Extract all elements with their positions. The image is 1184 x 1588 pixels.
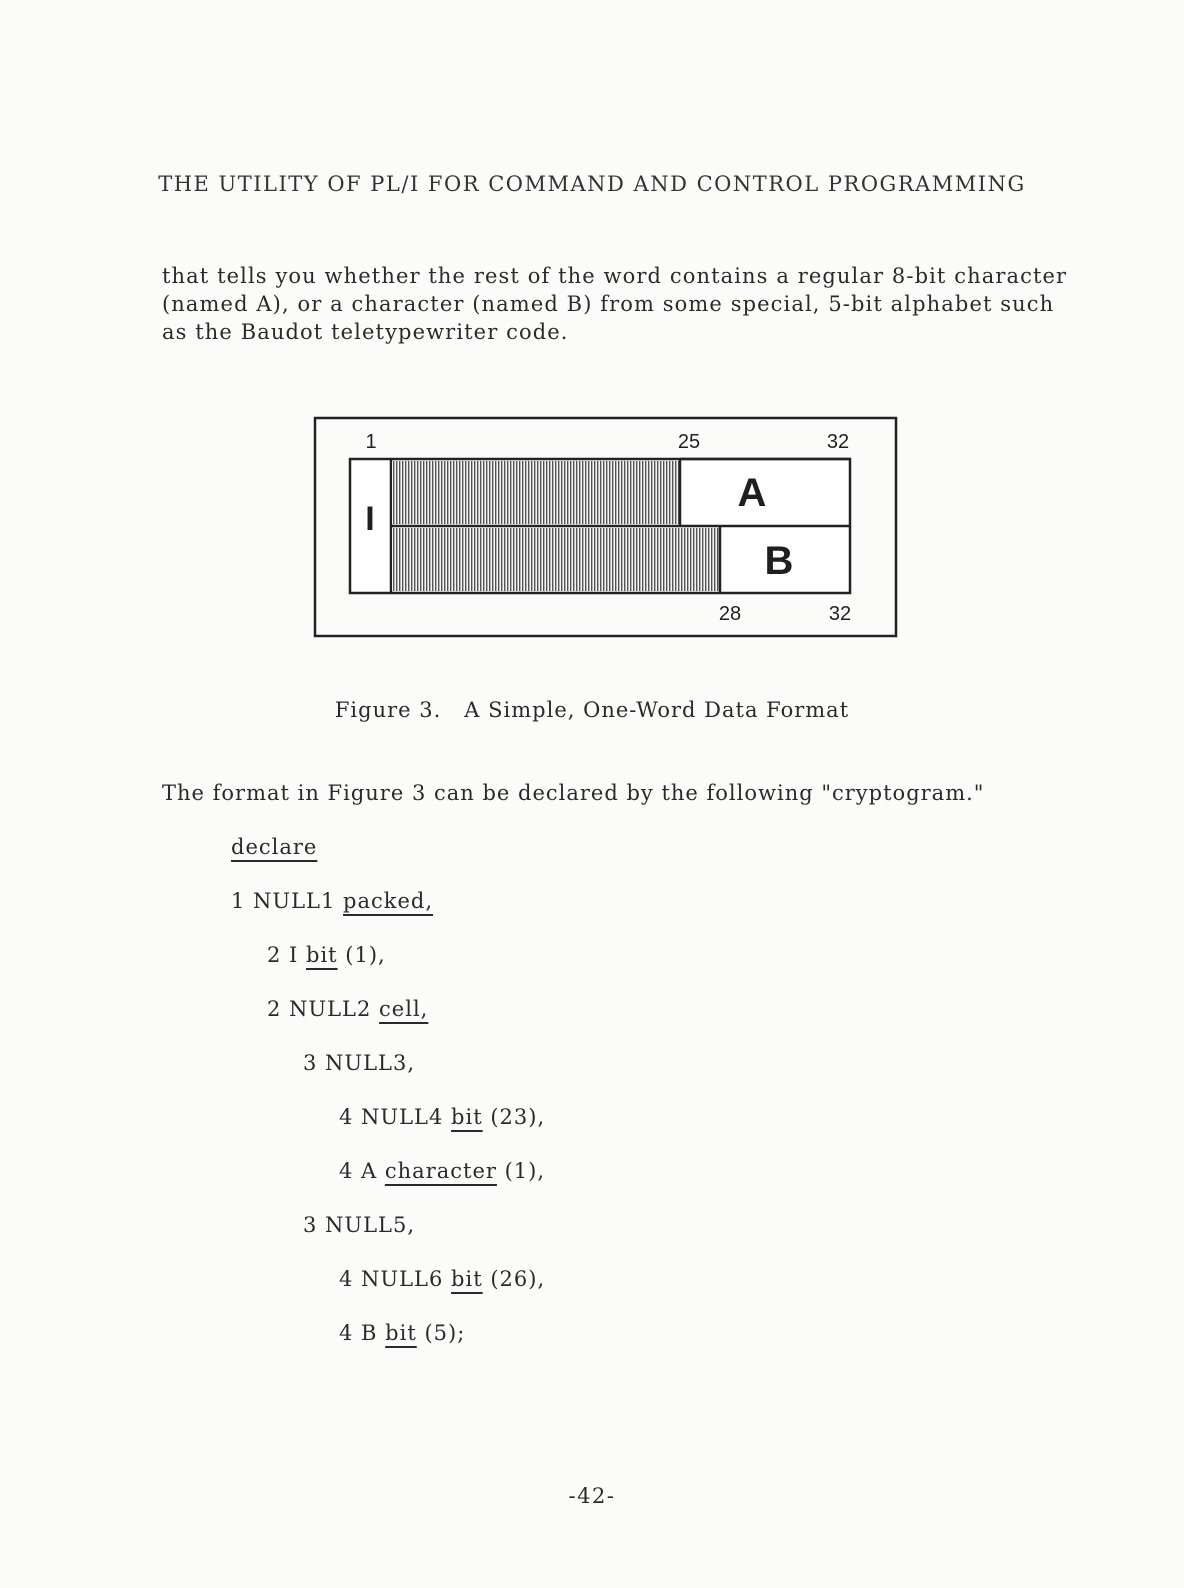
paragraph-line: as the Baudot teletypewriter code. bbox=[162, 320, 569, 344]
code-line: 2 I bit (1), bbox=[267, 943, 386, 967]
code-line: 4 A character (1), bbox=[339, 1159, 546, 1183]
intro-sentence: The format in Figure 3 can be declared by the following "cryptogram." bbox=[162, 781, 985, 805]
code-line: 2 NULL2 cell, bbox=[267, 997, 429, 1021]
bit-label-25: 25 bbox=[677, 431, 701, 453]
bit-label-1: 1 bbox=[365, 431, 377, 453]
bit-label-28: 28 bbox=[718, 603, 742, 625]
code-line: 4 NULL4 bit (23), bbox=[339, 1105, 546, 1129]
field-a-label: A bbox=[737, 471, 767, 515]
code-line: 1 NULL1 packed, bbox=[231, 889, 434, 913]
keyword: bit bbox=[306, 943, 338, 967]
code-declare bbox=[231, 835, 317, 859]
bit-label-32-top: 32 bbox=[826, 431, 850, 453]
keyword: bit bbox=[385, 1321, 417, 1345]
running-header: THE UTILITY OF PL/I FOR COMMAND AND CONTROL PROGRAMMING bbox=[158, 172, 1026, 196]
keyword: character bbox=[384, 1159, 497, 1183]
keyword: bit bbox=[451, 1105, 483, 1129]
field-b-label: B bbox=[764, 539, 794, 583]
code-line: 4 NULL6 bit (26), bbox=[339, 1267, 546, 1291]
page-number: -42- bbox=[568, 1484, 616, 1508]
keyword: bit bbox=[451, 1267, 483, 1291]
paragraph-line: (named A), or a character (named B) from some special, 5-bit alphabet such bbox=[162, 292, 1055, 316]
null6-hatched-field bbox=[392, 528, 720, 591]
code-line: 3 NULL5, bbox=[303, 1213, 416, 1237]
keyword: packed, bbox=[343, 889, 434, 913]
paragraph-line: that tells you whether the rest of the word contains a regular 8-bit character bbox=[162, 264, 1068, 288]
code-line: 4 B bit (5); bbox=[339, 1321, 466, 1345]
code-line: 3 NULL3, bbox=[303, 1051, 416, 1075]
keyword: declare bbox=[231, 835, 318, 859]
null4-hatched-field bbox=[392, 461, 680, 524]
keyword: cell, bbox=[379, 997, 429, 1021]
figure-caption: Figure 3. A Simple, One-Word Data Format bbox=[334, 698, 850, 722]
field-i-label: I bbox=[365, 500, 375, 538]
bit-label-32-bottom: 32 bbox=[828, 603, 852, 625]
